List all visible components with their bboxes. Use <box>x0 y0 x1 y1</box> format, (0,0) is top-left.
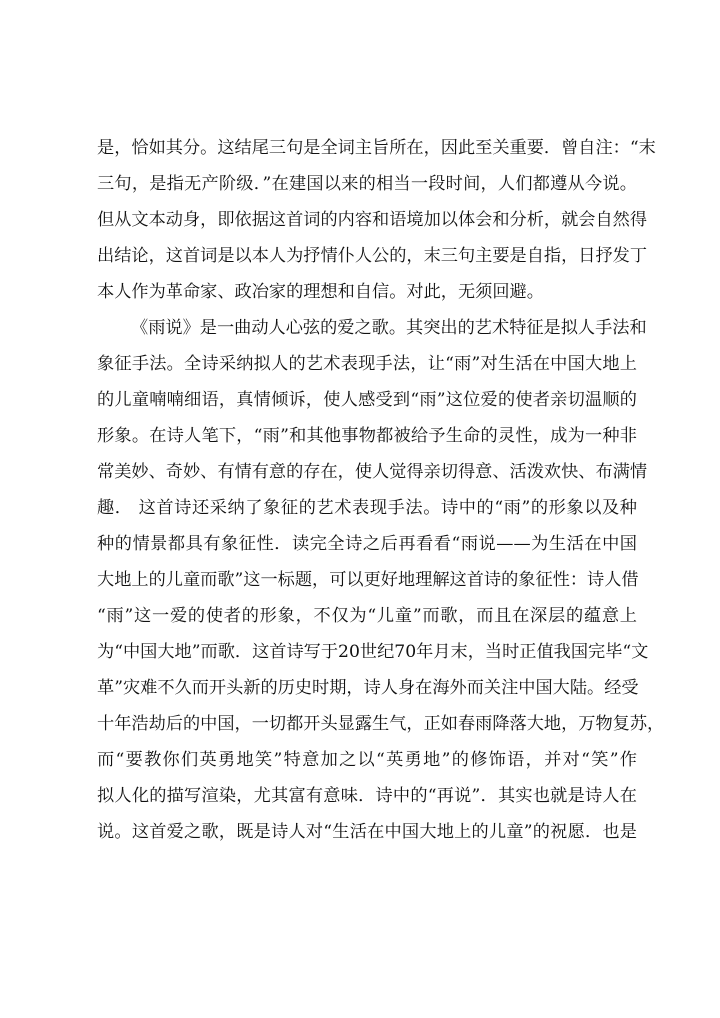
text-line: 大地上的儿童而歌”这一标题，可以更好地理解这首诗的象征性：诗人借 <box>97 570 639 590</box>
text-line: 十年浩劫后的中国，一切都开头显露生气，正如春雨降落大地，万物复苏， <box>97 714 665 734</box>
text-line: 但从文本动身，即依据这首词的内容和语境加以体会和分析，就会自然得 <box>97 210 648 230</box>
text-line: 革”灾难不久而开头新的历史时期，诗人身在海外而关注中国大陆。经受 <box>97 678 639 698</box>
text-line: 常美妙、奇妙、有情有意的存在，使人觉得亲切得意、活泼欢快、布满情 <box>97 462 648 482</box>
text-line: 为“中国大地”而歌．这首诗写于20世纪70年月末，当时正值我国完毕“文 <box>97 642 649 662</box>
text-line: “雨”这一爱的使者的形象，不仅为“儿童”而歌，而且在深层的蕴意上 <box>97 606 637 626</box>
text-line: 的儿童喃喃细语，真情倾诉，使人感受到“雨”这位爱的使者亲切温顺的 <box>97 390 637 410</box>
text-line: 拟人化的描写渲染，尤其富有意味．诗中的“再说”．其实也就是诗人在 <box>97 786 637 806</box>
text-line: 说。这首爱之歌，既是诗人对“生活在中国大地上的儿童”的祝愿．也是 <box>97 822 637 842</box>
text-line: 形象。在诗人笔下，“雨”和其他事物都被给予生命的灵性，成为一种非 <box>97 426 637 446</box>
text-line: 三句，是指无产阶级．”在建国以来的相当一段时间，人们都遵从今说。 <box>97 174 637 194</box>
text-line: 本人作为革命家、政冶家的理想和自信。对此，无须回避。 <box>97 282 544 302</box>
text-line: 趣． 这首诗还采纳了象征的艺术表现手法。诗中的“雨”的形象以及种 <box>97 498 637 518</box>
text-line: 象征手法。全诗采纳拟人的艺术表现手法，让“雨”对生活在中国大地上 <box>97 354 637 374</box>
paragraph-start-line: 《雨说》是一曲动人心弦的爱之歌。其突出的艺术特征是拟人手法和 <box>131 318 647 338</box>
text-line: 是，恰如其分。这结尾三句是全词主旨所在，因此至关重要．曾自注：“末 <box>97 138 656 158</box>
text-line: 出结论，这首词是以本人为抒情仆人公的，末三句主要是自指，日抒发丁 <box>97 246 648 266</box>
text-line: 而“要教你们英勇地笑”特意加之以“英勇地”的修饰语，并对“笑”作 <box>97 750 637 770</box>
body-text <box>97 130 665 850</box>
text-line: 种的情景都具有象征性．读完全诗之后再看看“雨说——为生活在中国 <box>97 534 637 554</box>
